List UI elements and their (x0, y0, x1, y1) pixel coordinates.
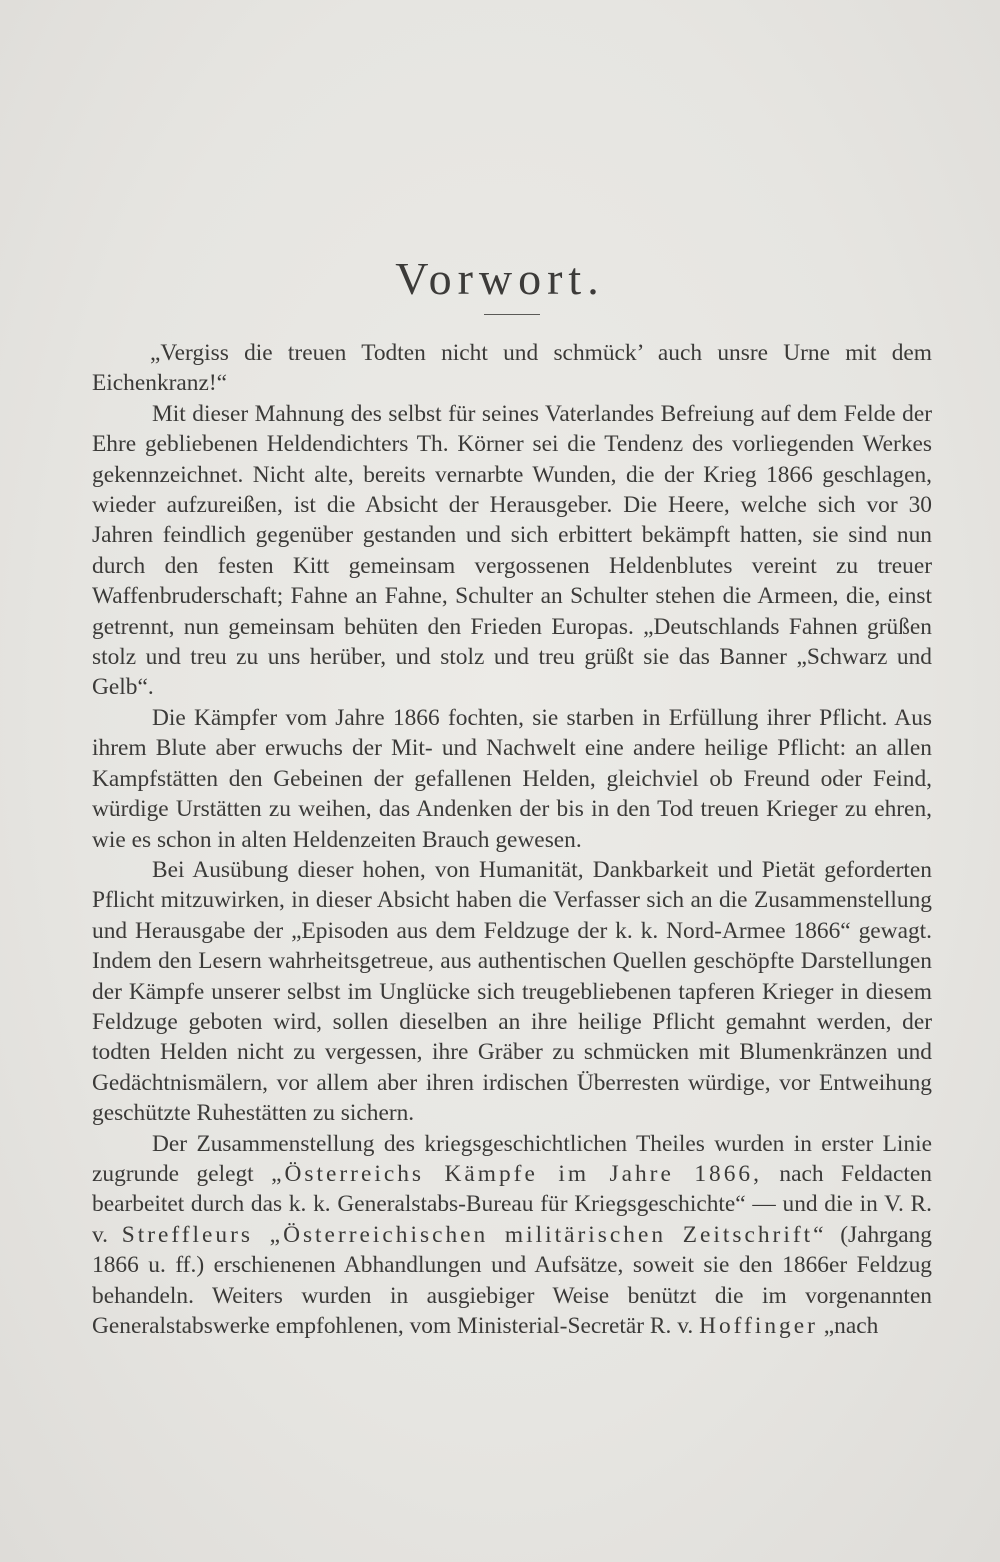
paragraph-text: (Jahrgang 1866 u. ff.) erschienenen Abhandlungen und Aufsätze, soweit sie den 1866er Feldzug behandeln. Weiters wurden in ausgiebiger Weise benützt die im vorgenannten Generalstabswerke empfohlenen, vom Ministerial-Secretär R. v. (92, 1221, 932, 1339)
paragraph-text: Der Zusammenstellung des kriegsgeschichtlichen Theiles wurden in erster Linie zugrunde gelegt (92, 1130, 932, 1187)
spaced-text: Hoffinger (699, 1313, 818, 1339)
paragraph (92, 703, 932, 855)
paragraph (92, 1129, 932, 1342)
paragraph-text: Die Kämpfer vom Jahre 1866 fochten, sie starben in Erfüllung ihrer Pflicht. Aus ihrem Blute aber erwuchs der Mit- und Nachwelt eine andere heilige Pflicht: an allen Kampfstätten den Gebeinen der gefallenen Helden, gleichviel ob Freund oder Feind, würdige Urstätten zu weihen, das Andenken der bis in den Tod treuen Krieger zu ehren, wie es schon in alten Heldenzeiten Brauch gewesen. (92, 704, 932, 853)
title-divider (484, 314, 540, 315)
paragraph-text: „Vergiss die treuen Todten nicht und schmück’ auch unsre Urne mit dem Eichenkranz!“ (92, 340, 932, 397)
page-title: Vorwort. (395, 253, 605, 304)
paragraph-text: Mit dieser Mahnung des selbst für seines Vaterlandes Befreiung auf dem Felde der Ehre gebliebenen Heldendichters Th. Körner sei die Tendenz des vorliegenden Werkes gekennzeichnet. Nicht alte, bereits vernarbte Wunden, die der Krieg 1866 geschlagen, wieder aufzureißen, ist die Absicht der Herausgeber. Die Heere, welche sich vor 30 Jahren feindlich gegenüber gestanden und sich erbittert bekämpft hatten, sie sind nun durch den festen Kitt gemeinsam vergossenen Heldenblutes vereint zu treuer Waffenbruderschaft; Fahne an Fahne, Schulter an Schulter stehen die Armeen, die, einst getrennt, nun gemeinsam behüten den Frieden Europas. „Deutschlands Fahnen grüßen stolz und treu zu uns herüber, und stolz und treu grüßt sie das Banner „Schwarz und Gelb“. (92, 400, 932, 701)
paragraph (92, 399, 932, 703)
body-text (92, 338, 932, 1341)
paragraph-text: nach Feldacten bearbeitet durch das k. k. Generalstabs-Bureau für Kriegsgeschichte“ — und die in V. R. v. (92, 1160, 932, 1248)
spaced-text: Streffleurs „Österreichischen militärischen Zeitschrift“ (121, 1221, 827, 1248)
paragraph-text: „nach (817, 1313, 879, 1339)
paragraph-text: Bei Ausübung dieser hohen, von Humanität, Dankbarkeit und Pietät geforderten Pflicht mitzuwirken, in dieser Absicht haben die Verfasser sich an die Zusammenstellung und Herausgabe der „Episoden aus dem Feldzuge der k. k. Nord-Armee 1866“ gewagt. Indem den Lesern wahrheitsgetreue, aus authentischen Quellen geschöpfte Darstellungen der Kämpfe unserer selbst im Unglücke sich treugebliebenen tapferen Krieger in diesem Feldzuge geboten wird, sollen dieselben an ihre heilige Pflicht gemahnt werden, der todten Helden nicht zu vergessen, ihre Gräber zu schmücken mit Blumenkränzen und Gedächtnismälern, vor allem aber ihren irdischen Überresten würdige, vor Entweihung geschützte Ruhestätten zu sichern. (92, 856, 932, 1127)
spaced-text: „Österreichs Kämpfe im Jahre 1866, (271, 1160, 762, 1187)
paragraph (92, 338, 932, 399)
paragraph (92, 855, 932, 1129)
